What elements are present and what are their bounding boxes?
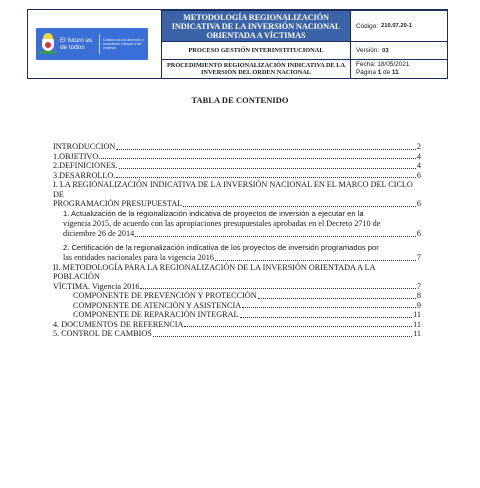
toc-entry-text-line2: PROGRAMACIÓN PRESUPUESTAL — [53, 199, 183, 208]
page-line — [356, 69, 447, 77]
toc-entry-text-line2: las entidades nacionales para la vigencia 2016 — [63, 252, 214, 262]
toc-entry-documentos[interactable] — [53, 320, 421, 330]
toc-entry-definiciones[interactable] — [53, 161, 421, 171]
toc-entry-prevencion[interactable] — [53, 291, 421, 301]
toc-entry-text: 2.DEFINICIONES. — [53, 161, 118, 170]
toc-entry-certificacion[interactable] — [53, 243, 421, 263]
toc-entry-text: COMPONENTE DE PREVENCIÓN Y PROTECCIÓN — [73, 291, 257, 300]
document-title: METODOLOGÍA REGIONALIZACIÓN INDICATIVA DE LA INVERSIÓN NACIONAL ORIENTADA A VÍCTIMAS — [161, 10, 351, 42]
toc-entry-text: COMPONENTE DE REPARACIÓN INTEGRAL — [73, 310, 239, 319]
toc-entry-text-line1: 1. Actualización de la regionalización indicativa de proyectos de inversión a ejecutar en la — [63, 208, 364, 218]
version-label: Versión: — [356, 47, 380, 54]
code-cell — [350, 10, 448, 42]
toc-entry-page: 7 — [416, 281, 421, 291]
toc-dot-leader — [135, 235, 416, 237]
toc-entry-page: 11 — [413, 310, 421, 319]
logo-sub-text: Unidad para la atención y reparación integral a las víctimas — [103, 37, 144, 51]
toc-entry-text-line2: VÍCTIMA. Vigencia 2016 — [53, 281, 140, 291]
toc-dot-leader — [101, 157, 416, 159]
toc-entry-page: 2 — [416, 142, 421, 151]
toc-entry-objetivo[interactable] — [53, 152, 421, 162]
toc-dot-leader — [215, 259, 416, 261]
page-number: 1 — [377, 69, 382, 76]
process-name: PROCESO GESTIÓN INTERINSTITUCIONAL — [161, 41, 351, 60]
procedure-name: PROCEDIMIENTO REGIONALIZACIÓN INDICATIVA DE LA INVERSIÓN DEL ORDEN NACIONAL — [161, 59, 351, 79]
toc-entry-text-line1: II. METODOLOGÍA PARA LA REGIONALIZACIÓN DE LA INVERSIÓN ORIENTADA A LA POBLACIÓN — [53, 262, 376, 281]
page-total: 11 — [391, 69, 399, 76]
page-label: Página — [356, 69, 376, 76]
toc-entry-reparacion[interactable] — [53, 310, 421, 320]
toc-dot-leader — [119, 167, 416, 169]
toc-entry-control-cambios[interactable] — [53, 329, 421, 339]
date-value: 18/05/2021 — [377, 61, 410, 68]
document-header-table — [27, 9, 448, 79]
toc-entry-page: 11 — [413, 329, 421, 338]
toc-entry-desarrollo[interactable] — [53, 171, 421, 181]
toc-entry-text-line2: diciembre 26 de 2014 — [63, 228, 135, 238]
table-of-contents — [53, 142, 421, 339]
toc-entry-actualizacion[interactable] — [53, 209, 421, 239]
date-label: Fecha: — [356, 61, 376, 68]
toc-entry-regionalizacion-indicativa[interactable] — [53, 180, 421, 209]
toc-entry-text-line1: I. LA REGIONALIZACIÓN INDICATIVA DE LA INVERSIÓN NACIONAL EN EL MARCO DEL CICLO DE — [53, 180, 413, 199]
toc-dot-leader — [116, 176, 416, 178]
toc-entry-page: 9 — [416, 300, 421, 310]
toc-entry-text: COMPONENTE DE ATENCIÓN Y ASISTENCIA — [73, 300, 242, 310]
logo-separator — [99, 34, 100, 54]
toc-dot-leader — [242, 306, 416, 308]
toc-entry-atencion[interactable] — [53, 301, 421, 311]
government-logo — [36, 28, 148, 60]
toc-entry-text-line1b: vigencia 2015, de acuerdo con las apropiaciones presupuestales aprobadas en el Decreto 2710 de — [63, 218, 381, 228]
page-of: de — [383, 69, 391, 76]
version-value: 03 — [382, 47, 389, 54]
toc-entry-page: 6 — [416, 170, 421, 180]
toc-entry-text: 1.OBJETIVO. — [53, 151, 101, 161]
toc-entry-metodologia-victima[interactable] — [53, 263, 421, 292]
toc-entry-page: 4 — [416, 151, 421, 161]
date-page-cell — [350, 59, 448, 79]
toc-dot-leader — [116, 148, 416, 150]
toc-entry-text: 3.DESARROLLO. — [53, 170, 116, 180]
code-label: Código: — [356, 22, 379, 30]
toc-dot-leader — [240, 316, 413, 318]
toc-entry-page: 8 — [416, 291, 421, 300]
toc-entry-page: 6 — [416, 228, 421, 238]
toc-entry-text: 4. DOCUMENTOS DE REFERENCIA — [53, 319, 184, 329]
toc-entry-page: 11 — [413, 319, 421, 329]
toc-dot-leader — [184, 325, 412, 327]
version-cell — [350, 41, 448, 60]
toc-dot-leader — [258, 297, 416, 299]
date-line — [356, 61, 447, 69]
toc-dot-leader — [183, 205, 416, 207]
toc-dot-leader — [153, 335, 412, 337]
toc-entry-text-line1: 2. Certificación de la regionalización indicativa de los proyectos de inversión programados por — [63, 242, 379, 252]
toc-entry-page: 6 — [416, 199, 421, 208]
logo-cell — [28, 10, 162, 78]
toc-entry-page: 7 — [416, 252, 421, 262]
toc-entry-text: 5. CONTROL DE CAMBIOS — [53, 329, 152, 338]
toc-entry-introduccion[interactable] — [53, 142, 421, 152]
toc-entry-text: INTRODUCCION — [53, 142, 116, 151]
code-value: 210.07.20-1 — [381, 23, 412, 29]
coat-of-arms-icon — [40, 33, 56, 55]
logo-main-text: El futuro es de todos — [60, 37, 93, 51]
toc-entry-page: 4 — [416, 161, 421, 170]
toc-title: TABLA DE CONTENIDO — [191, 96, 289, 105]
toc-dot-leader — [140, 287, 415, 289]
